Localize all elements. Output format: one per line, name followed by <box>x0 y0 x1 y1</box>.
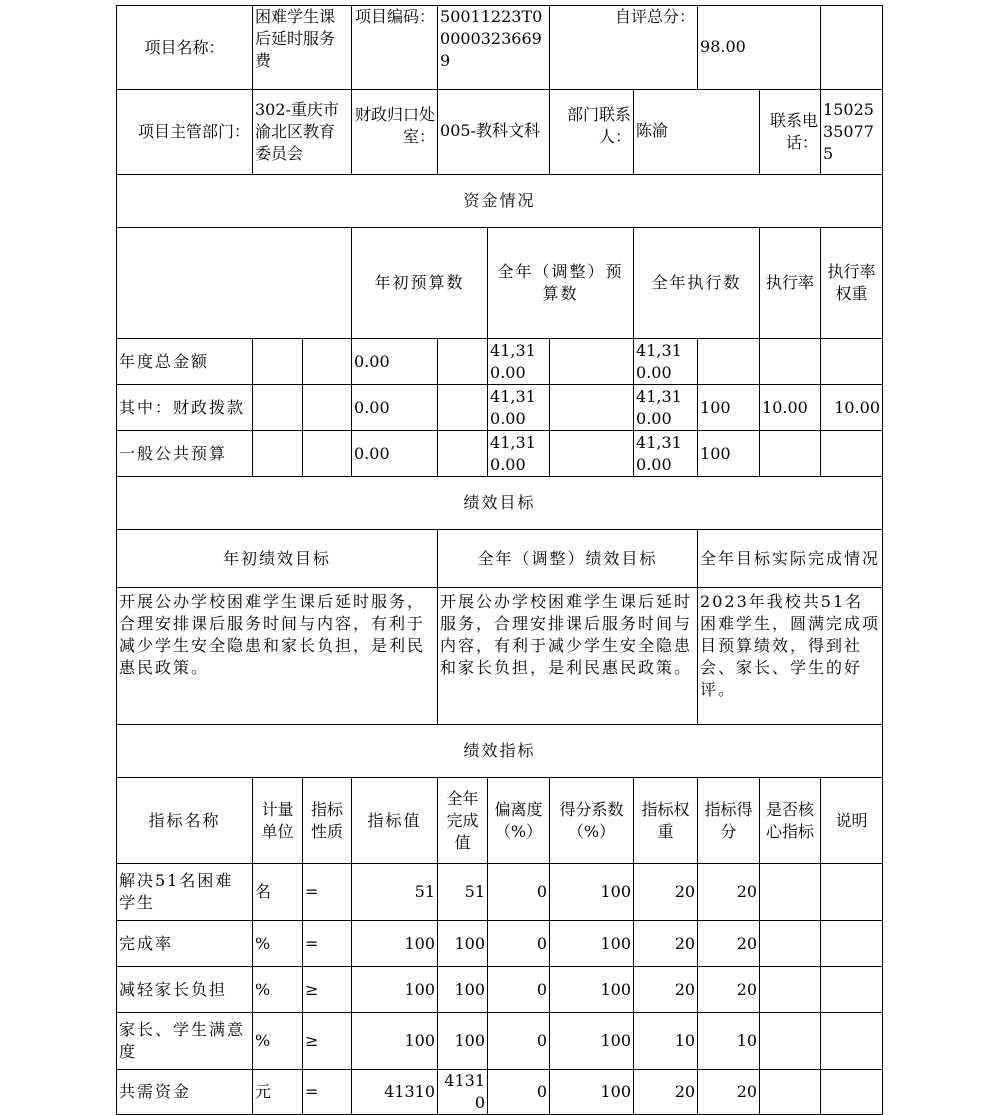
funds-row-initial: 0.00 <box>352 339 438 385</box>
goals-section-title: 绩效目标 <box>117 477 883 530</box>
funds-header-rate: 执行率 <box>760 228 821 339</box>
funds-row-rate <box>698 339 760 385</box>
ind-nature: ≥ <box>303 1013 352 1070</box>
ind-name: 家长、学生满意度 <box>117 1013 253 1070</box>
funds-row-name: 其中：财政拨款 <box>117 385 253 431</box>
ind-header-score: 指标得分 <box>698 778 760 864</box>
funds-row-executed: 41,310.00 <box>634 431 698 477</box>
ind-coef: 100 <box>550 1070 634 1115</box>
goals-content-row <box>117 588 883 725</box>
ind-unit: 名 <box>253 864 303 921</box>
empty-cell <box>253 339 303 385</box>
ind-unit: % <box>253 967 303 1013</box>
empty-cell <box>303 339 352 385</box>
goals-header-initial: 年初绩效目标 <box>117 530 438 588</box>
project-name-value: 困难学生课后延时服务费 <box>253 6 352 90</box>
ind-coef: 100 <box>550 864 634 921</box>
empty-cell <box>438 431 488 477</box>
empty-cell <box>117 228 352 339</box>
indicator-row <box>117 864 883 921</box>
empty-cell <box>253 431 303 477</box>
funds-row <box>117 339 883 385</box>
funds-row-executed: 41,310.00 <box>634 385 698 431</box>
ind-header-deviation: 偏离度（%） <box>488 778 550 864</box>
goals-actual-text: 2023年我校共51名困难学生，圆满完成项目预算绩效，得到社会、家长、学生的好评。 <box>698 588 883 725</box>
funds-row-initial: 0.00 <box>352 431 438 477</box>
ind-coef: 100 <box>550 967 634 1013</box>
ind-actual: 100 <box>438 967 488 1013</box>
ind-target: 41310 <box>352 1070 438 1115</box>
funds-row-weight <box>760 339 821 385</box>
ind-note <box>821 1013 883 1070</box>
ind-target: 100 <box>352 1013 438 1070</box>
finance-office-label: 财政归口处室： <box>352 90 438 175</box>
funds-row-weight: 10.00 <box>760 385 821 431</box>
funds-section-row <box>117 175 883 228</box>
ind-header-name: 指标名称 <box>117 778 253 864</box>
dept-value: 302-重庆市渝北区教育委员会 <box>253 90 352 175</box>
ind-weight: 20 <box>634 921 698 967</box>
ind-deviation: 0 <box>488 967 550 1013</box>
ind-note <box>821 864 883 921</box>
project-name-label: 项目名称： <box>117 6 253 90</box>
ind-core <box>760 921 821 967</box>
ind-score: 20 <box>698 1070 760 1115</box>
funds-row-executed: 41,310.00 <box>634 339 698 385</box>
ind-core <box>760 967 821 1013</box>
ind-header-note: 说明 <box>821 778 883 864</box>
funds-header-row <box>117 228 883 339</box>
indicator-row <box>117 921 883 967</box>
ind-core <box>760 1013 821 1070</box>
contact-label: 部门联系人： <box>550 90 634 175</box>
goals-section-row <box>117 477 883 530</box>
ind-actual: 41310 <box>438 1070 488 1115</box>
phone-value: 15025350775 <box>821 90 883 175</box>
funds-row-score <box>821 431 883 477</box>
ind-name: 解决51名困难学生 <box>117 864 253 921</box>
funds-header-initial: 年初预算数 <box>352 228 488 339</box>
ind-unit: % <box>253 1013 303 1070</box>
ind-header-core: 是否核心指标 <box>760 778 821 864</box>
self-score-value: 98.00 <box>698 6 821 90</box>
ind-deviation: 0 <box>488 864 550 921</box>
funds-row-adjusted: 41,310.00 <box>488 339 550 385</box>
ind-actual: 51 <box>438 864 488 921</box>
funds-header-weight: 执行率权重 <box>821 228 883 339</box>
ind-weight: 20 <box>634 864 698 921</box>
goals-header-row <box>117 530 883 588</box>
ind-weight: 20 <box>634 1070 698 1115</box>
ind-score: 20 <box>698 921 760 967</box>
funds-header-adjusted: 全年（调整）预算数 <box>488 228 634 339</box>
ind-target: 100 <box>352 967 438 1013</box>
funds-row-score: 10.00 <box>821 385 883 431</box>
project-info-row-1 <box>117 6 883 90</box>
ind-score: 20 <box>698 864 760 921</box>
contact-value: 陈渝 <box>634 90 760 175</box>
project-code-label: 项目编码： <box>352 6 438 90</box>
performance-evaluation-table <box>116 5 883 1115</box>
project-info-row-2 <box>117 90 883 175</box>
funds-row-score <box>821 339 883 385</box>
empty-cell <box>253 385 303 431</box>
ind-actual: 100 <box>438 921 488 967</box>
ind-header-actual: 全年完成值 <box>438 778 488 864</box>
ind-coef: 100 <box>550 1013 634 1070</box>
ind-nature: ≥ <box>303 967 352 1013</box>
funds-section-title: 资金情况 <box>117 175 883 228</box>
ind-target: 100 <box>352 921 438 967</box>
ind-weight: 20 <box>634 967 698 1013</box>
empty-cell <box>550 431 634 477</box>
ind-coef: 100 <box>550 921 634 967</box>
project-code-value: 50011223T000003236699 <box>438 6 550 90</box>
ind-header-target: 指标值 <box>352 778 438 864</box>
ind-header-weight: 指标权重 <box>634 778 698 864</box>
goals-header-adjusted: 全年（调整）绩效目标 <box>438 530 698 588</box>
ind-deviation: 0 <box>488 1070 550 1115</box>
self-score-label: 自评总分： <box>550 6 698 90</box>
ind-weight: 10 <box>634 1013 698 1070</box>
empty-cell <box>438 339 488 385</box>
empty-cell <box>550 339 634 385</box>
funds-header-executed: 全年执行数 <box>634 228 760 339</box>
funds-row-name: 一般公共预算 <box>117 431 253 477</box>
goals-header-actual: 全年目标实际完成情况 <box>698 530 883 588</box>
ind-deviation: 0 <box>488 921 550 967</box>
funds-row-rate: 100 <box>698 385 760 431</box>
funds-row <box>117 431 883 477</box>
indicator-row <box>117 1013 883 1070</box>
funds-row-adjusted: 41,310.00 <box>488 431 550 477</box>
ind-name: 完成率 <box>117 921 253 967</box>
indicator-row <box>117 1070 883 1115</box>
funds-row <box>117 385 883 431</box>
indicator-row <box>117 967 883 1013</box>
ind-nature: = <box>303 864 352 921</box>
indicators-section-title: 绩效指标 <box>117 725 883 778</box>
funds-row-weight <box>760 431 821 477</box>
ind-core <box>760 864 821 921</box>
dept-label: 项目主管部门： <box>117 90 253 175</box>
funds-row-adjusted: 41,310.00 <box>488 385 550 431</box>
ind-deviation: 0 <box>488 1013 550 1070</box>
finance-office-value: 005-教科文科 <box>438 90 550 175</box>
ind-nature: = <box>303 921 352 967</box>
ind-header-coef: 得分系数（%） <box>550 778 634 864</box>
goals-initial-text: 开展公办学校困难学生课后延时服务，合理安排课后服务时间与内容，有利于减少学生安全隐患和家长负担，是利民惠民政策。 <box>117 588 438 725</box>
ind-note <box>821 921 883 967</box>
ind-nature: = <box>303 1070 352 1115</box>
ind-core <box>760 1070 821 1115</box>
ind-header-unit: 计量单位 <box>253 778 303 864</box>
empty-cell <box>303 431 352 477</box>
ind-name: 共需资金 <box>117 1070 253 1115</box>
funds-row-name: 年度总金额 <box>117 339 253 385</box>
goals-adjusted-text: 开展公办学校困难学生课后延时服务，合理安排课后服务时间与内容，有利于减少学生安全隐患和家长负担，是利民惠民政策。 <box>438 588 698 725</box>
ind-name: 减轻家长负担 <box>117 967 253 1013</box>
empty-cell <box>821 6 883 90</box>
ind-actual: 100 <box>438 1013 488 1070</box>
ind-note <box>821 1070 883 1115</box>
funds-row-rate: 100 <box>698 431 760 477</box>
empty-cell <box>438 385 488 431</box>
funds-row-initial: 0.00 <box>352 385 438 431</box>
indicators-header-row <box>117 778 883 864</box>
ind-target: 51 <box>352 864 438 921</box>
empty-cell <box>550 385 634 431</box>
ind-header-nature: 指标性质 <box>303 778 352 864</box>
ind-score: 10 <box>698 1013 760 1070</box>
phone-label: 联系电话： <box>760 90 821 175</box>
ind-unit: % <box>253 921 303 967</box>
ind-note <box>821 967 883 1013</box>
indicators-section-row <box>117 725 883 778</box>
ind-score: 20 <box>698 967 760 1013</box>
ind-unit: 元 <box>253 1070 303 1115</box>
empty-cell <box>303 385 352 431</box>
